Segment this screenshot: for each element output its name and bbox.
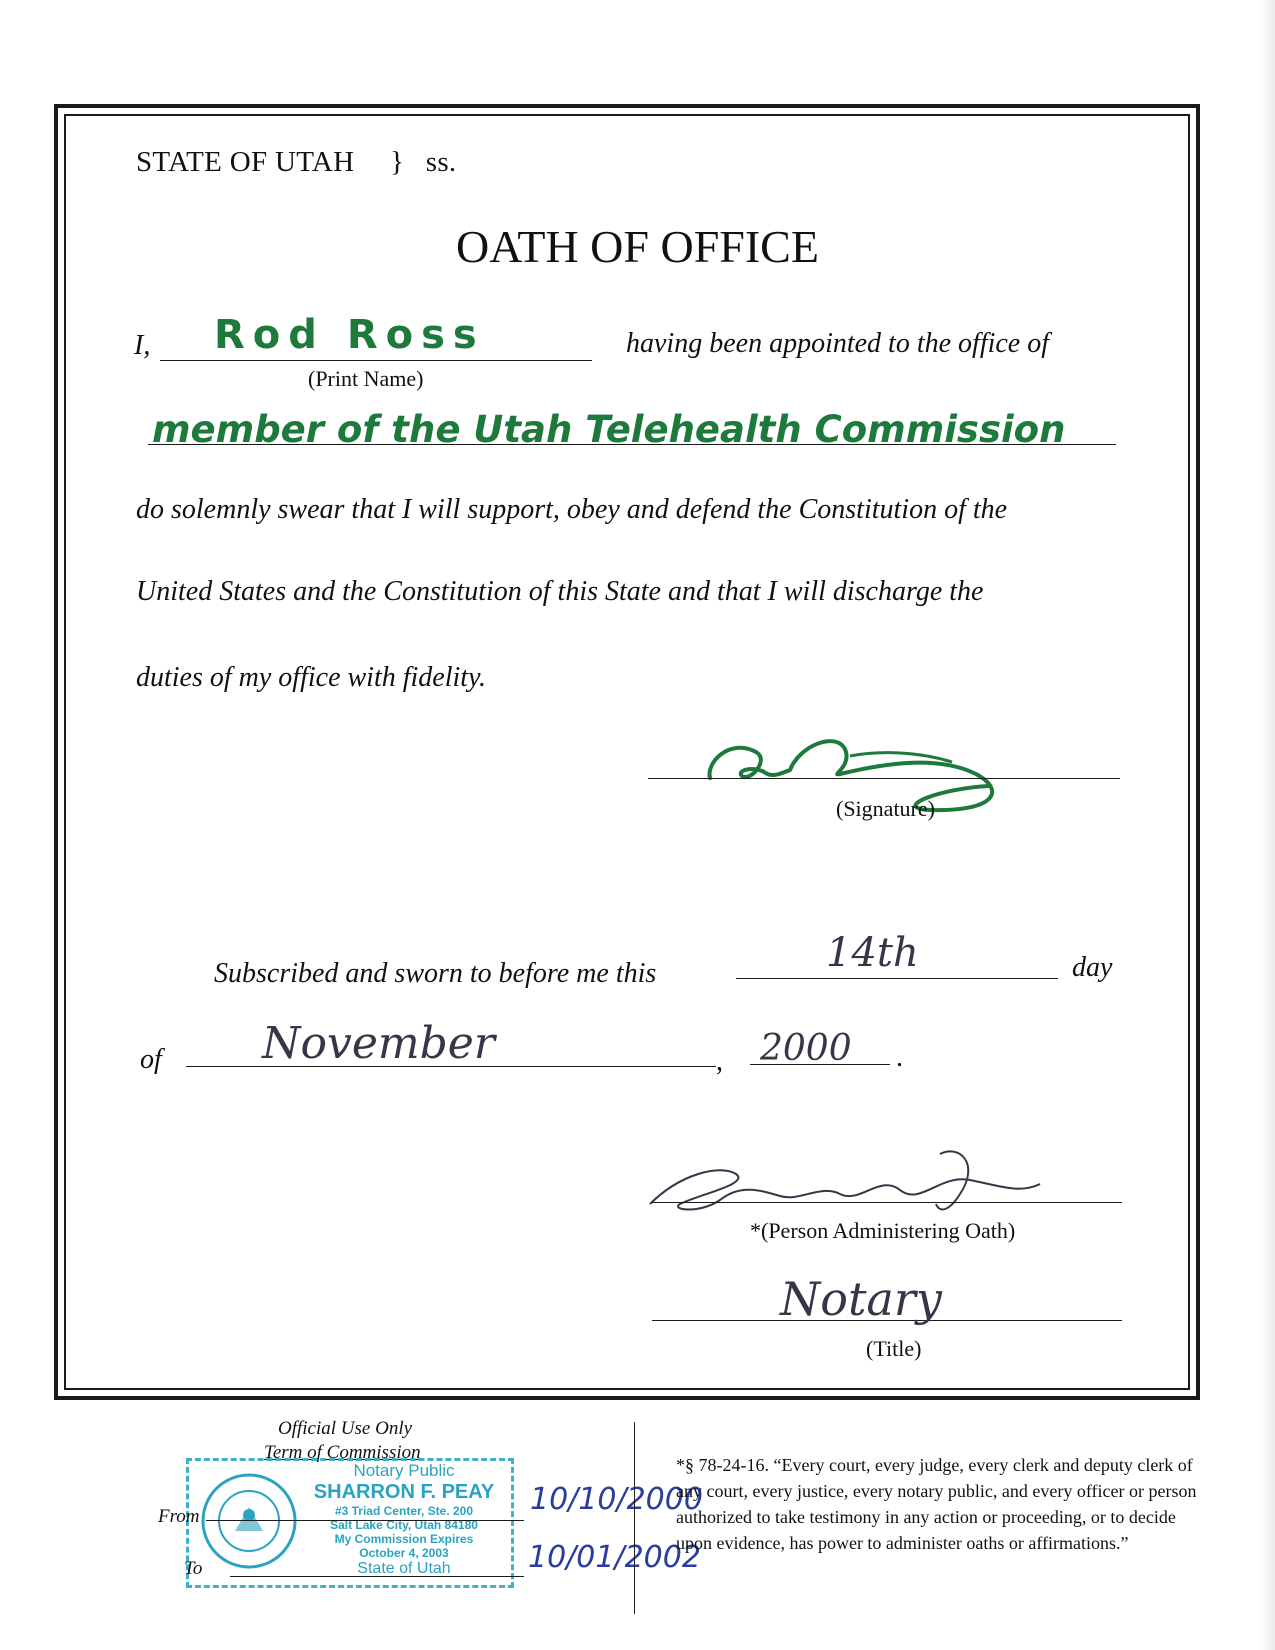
brace: }: [389, 146, 405, 178]
signature-caption: (Signature): [836, 796, 935, 821]
day-line: [736, 978, 1058, 979]
stamp-line-5: My Commission Expires: [334, 1532, 474, 1546]
statute-footnote: *§ 78-24-16. “Every court, every judge, every clerk and deputy clerk of any court, every justice, every notary public, and every officer or person authorized to take testimony in any action or proceeding, or to decide upon evidence, has power to administer oaths or affirmations.”: [676, 1455, 1197, 1553]
name-line: [160, 360, 592, 361]
state-seal-icon: [199, 1471, 299, 1571]
appointed-text: having been appointed to the office of: [626, 328, 1050, 359]
administering-line: [652, 1202, 1122, 1203]
of-label: of: [140, 1044, 162, 1075]
oath-text-line-3: duties of my office with fidelity.: [136, 662, 486, 693]
from-line: [206, 1520, 524, 1521]
oath-text-line-2: United States and the Constitution of this State and that I will discharge the: [136, 576, 984, 607]
ss-label: ss.: [425, 146, 457, 178]
to-date-handwritten: 10/01/2002: [528, 1540, 701, 1575]
period: .: [896, 1042, 903, 1073]
from-label: From: [158, 1506, 200, 1527]
month-handwritten: November: [262, 1018, 495, 1069]
subscribed-text: Subscribed and sworn to before me this: [214, 958, 657, 989]
printed-name-handwritten: Rod Ross: [214, 312, 485, 358]
section-divider: [634, 1422, 635, 1614]
to-label: To: [184, 1558, 203, 1579]
office-handwritten: member of the Utah Telehealth Commission: [152, 408, 1066, 451]
from-date-handwritten: 10/10/2000: [530, 1482, 703, 1517]
venue-heading: [136, 146, 456, 179]
day-handwritten: 14th: [826, 930, 919, 976]
title-caption: (Title): [866, 1336, 922, 1361]
state-label: STATE OF UTAH: [136, 146, 355, 178]
oath-text-line-1: do solemnly swear that I will support, obey and defend the Constitution of the: [136, 494, 1008, 525]
stamp-line-6: October 4, 2003: [359, 1546, 449, 1560]
day-label: day: [1072, 952, 1113, 983]
comma: ,: [716, 1046, 723, 1077]
notary-stamp: [186, 1458, 514, 1588]
stamp-line-2: SHARRON F. PEAY: [313, 1481, 495, 1503]
signature-line: [648, 778, 1120, 779]
year-handwritten: 2000: [760, 1028, 852, 1069]
stamp-line-4: Salt Lake City, Utah 84180: [330, 1518, 478, 1532]
official-use-heading: Official Use Only: [278, 1418, 413, 1439]
stamp-line-7: State of Utah: [357, 1560, 451, 1577]
administering-caption: *(Person Administering Oath): [750, 1218, 1016, 1243]
document-title: OATH OF OFFICE: [456, 221, 819, 272]
title-handwritten: Notary: [780, 1272, 942, 1326]
stamp-line-1: Notary Public: [353, 1461, 455, 1480]
to-line: [230, 1576, 524, 1577]
i-label: I,: [134, 330, 151, 361]
stamp-line-3: #3 Triad Center, Ste. 200: [334, 1504, 474, 1518]
print-name-caption: (Print Name): [308, 366, 424, 391]
term-heading: Term of Commission: [264, 1442, 421, 1463]
